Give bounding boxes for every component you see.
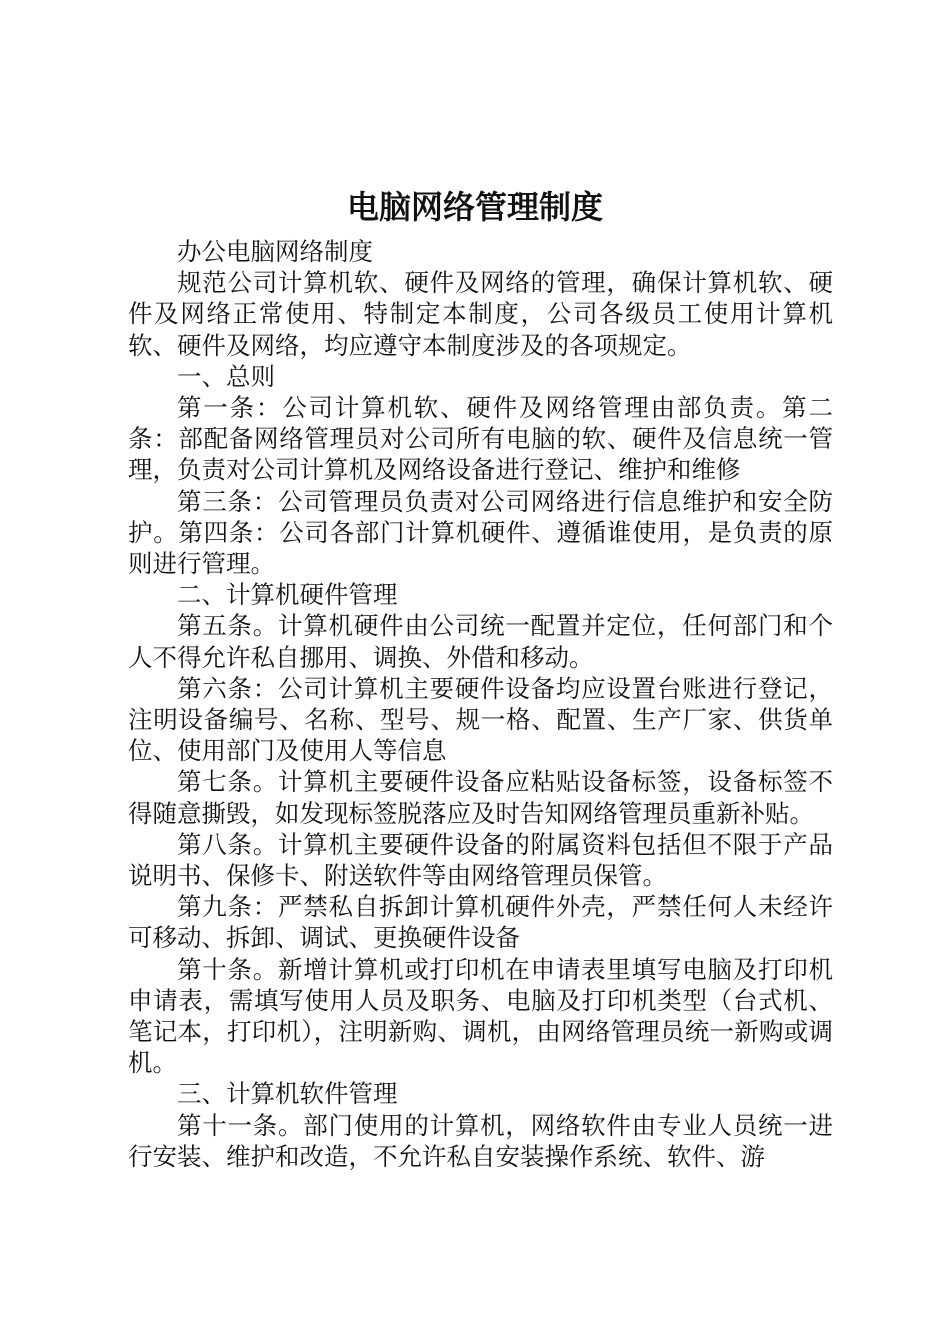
paragraph-article-8: 第八条。计算机主要硬件设备的附属资料包括但不限于产品说明书、保修卡、附送软件等由网络管理员保管。 — [128, 829, 833, 891]
paragraph-article-11: 第十一条。部门使用的计算机，网络软件由专业人员统一进行安装、维护和改造，不允许私自安装操作系统、软件、游 — [128, 1110, 833, 1171]
paragraph-article-1-2: 第一条：公司计算机软、硬件及网络管理由部负责。第二条：部配备网络管理员对公司所有电脑的软、硬件及信息统一管理，负责对公司计算机及网络设备进行登记、维护和维修 — [128, 393, 833, 485]
paragraph-article-9: 第九条：严禁私自拆卸计算机硬件外壳，严禁任何人未经许可移动、拆卸、调试、更换硬件设备 — [128, 892, 833, 953]
paragraph-intro: 规范公司计算机软、硬件及网络的管理，确保计算机软、硬件及网络正常使用、特制定本制度，公司各级员工使用计算机软、硬件及网络，均应遵守本制度涉及的各项规定。 — [128, 268, 833, 360]
paragraph-article-3-4: 第三条：公司管理员负责对公司网络进行信息维护和安全防护。第四条：公司各部门计算机硬件、遵循谁使用，是负责的原则进行管理。 — [128, 486, 833, 579]
section-heading-software: 三、计算机软件管理 — [177, 1079, 398, 1109]
paragraph-article-10: 第十条。新增计算机或打印机在申请表里填写电脑及打印机申请表，需填写使用人员及职务、电脑及打印机类型（台式机、笔记本，打印机），注明新购、调机，由网络管理员统一新购或调机。 — [128, 954, 833, 1078]
paragraph-article-7: 第七条。计算机主要硬件设备应粘贴设备标签，设备标签不得随意撕毁，如发现标签脱落应及时告知网络管理员重新补贴。 — [128, 767, 833, 828]
section-heading-hardware: 二、计算机硬件管理 — [177, 580, 398, 610]
section-heading-general: 一、总则 — [177, 361, 275, 391]
paragraph-article-6: 第六条：公司计算机主要硬件设备均应设置台账进行登记，注明设备编号、名称、型号、规一格、配置、生产厂家、供货单位、使用部门及使用人等信息 — [128, 673, 833, 766]
paragraph-article-5: 第五条。计算机硬件由公司统一配置并定位，任何部门和个人不得允许私自挪用、调换、外借和移动。 — [128, 611, 833, 672]
document-title: 电脑网络管理制度 — [346, 188, 603, 226]
paragraph-subtitle: 办公电脑网络制度 — [177, 237, 373, 266]
document-body — [128, 236, 833, 1172]
